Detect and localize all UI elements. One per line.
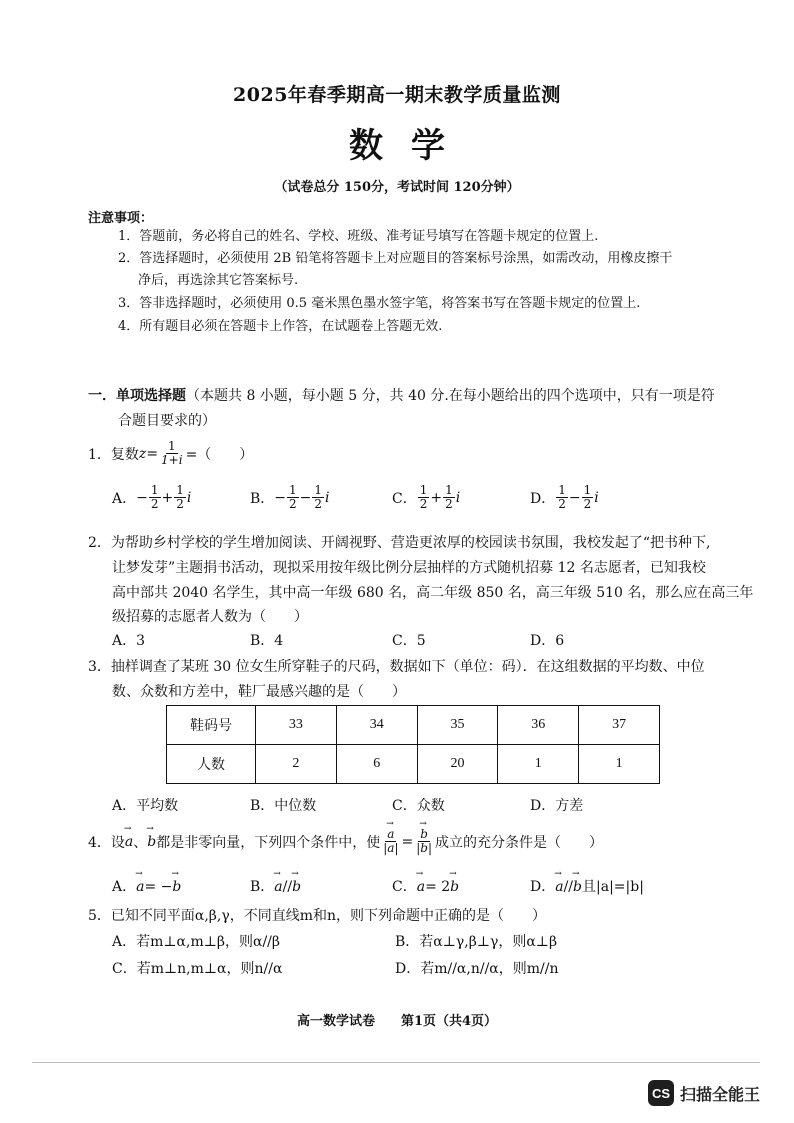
q4-frac-a bbox=[381, 828, 400, 855]
notice-item: 净后，再选涂其它答案标号. bbox=[138, 273, 299, 288]
option-label: B． bbox=[250, 490, 275, 507]
option-op: − bbox=[299, 489, 312, 506]
q4-suffix: 成立的充分条件是（ ） bbox=[435, 834, 604, 851]
camscanner-logo-icon: CS bbox=[648, 1080, 674, 1106]
option-tail: i bbox=[594, 489, 599, 506]
option-frac bbox=[287, 484, 299, 511]
option-label: C． bbox=[392, 490, 417, 507]
option-frac bbox=[556, 484, 568, 511]
table-cell: 36 bbox=[498, 706, 579, 745]
q4-option-c bbox=[392, 876, 459, 896]
q2-line: 级招募的志愿者人数为（ ） bbox=[112, 609, 308, 625]
option-tail: i bbox=[455, 489, 461, 506]
q4-mid: 都是非零向量，下列四个条件中，使 bbox=[156, 834, 381, 851]
option-op: + bbox=[161, 489, 174, 506]
table-cell: 1 bbox=[498, 745, 579, 784]
q2-line: 高中部共 2040 名学生，其中高一年级 680 名，高二年级 850 名，高三年级 510 名，那么应在高三年 bbox=[112, 585, 754, 601]
notice-item: 2．答选择题时，必须使用 2B 铅笔将答题卡上对应题目的答案标号涂黑，如需改动，用橡皮擦干 bbox=[118, 251, 673, 266]
subject-heading: 数学 bbox=[349, 126, 473, 166]
q2-option-c: C．5 bbox=[392, 633, 426, 649]
q1-option-a bbox=[112, 484, 191, 511]
q1-option-d bbox=[530, 484, 599, 511]
table-cell: 6 bbox=[336, 745, 417, 784]
q4-frac-a-num: → a bbox=[387, 828, 394, 841]
q3-line: 数、众数和方差中，鞋厂最感兴趣的是（ ） bbox=[112, 684, 406, 700]
frac-num: 1 bbox=[176, 483, 184, 497]
q2-option-a: A．3 bbox=[112, 633, 146, 649]
vec-b: → b bbox=[573, 879, 582, 895]
q1-fraction bbox=[159, 440, 185, 467]
option-op: // bbox=[282, 879, 293, 895]
frac-num: 1 bbox=[445, 483, 453, 497]
brand-name: 扫描全能王 bbox=[680, 1086, 761, 1104]
notice-heading: 注意事项： bbox=[88, 211, 154, 226]
frac-den: 2 bbox=[558, 497, 566, 511]
q4-option-d bbox=[530, 876, 644, 896]
section-desc-cont: 合题目要求的） bbox=[118, 413, 216, 429]
table-cell: 2 bbox=[256, 745, 337, 784]
q1-option-c bbox=[392, 484, 460, 511]
q5-option-b: B．若α⊥γ,β⊥γ，则α⊥β bbox=[395, 934, 558, 950]
option-tail: i bbox=[325, 489, 330, 506]
frac-den: 2 bbox=[176, 497, 184, 511]
q2-line: 2．为帮助乡村学校的学生增加阅读、开阔视野、营造更浓厚的校园读书氛围，我校发起了“把书种下, bbox=[88, 535, 711, 551]
option-sign: − bbox=[136, 489, 148, 506]
q4-frac-a-den: |a| bbox=[383, 841, 399, 855]
frac-num: 1 bbox=[419, 483, 428, 497]
vec-b: → b bbox=[172, 879, 181, 895]
option-sign: − bbox=[274, 489, 287, 506]
vec-b: → b bbox=[292, 879, 301, 895]
table-row bbox=[167, 706, 660, 745]
option-tail: i bbox=[186, 489, 192, 506]
q1-num: 1 bbox=[167, 439, 176, 453]
frac-num: 1 bbox=[583, 483, 592, 497]
q1-var: z bbox=[138, 445, 147, 462]
table-cell: 20 bbox=[417, 745, 498, 784]
q4-frac-b-num: → b bbox=[420, 828, 428, 841]
table-row bbox=[167, 745, 660, 784]
frac-den: 2 bbox=[289, 497, 297, 511]
vec-a: → a bbox=[555, 879, 563, 895]
q3-option-d: D．方差 bbox=[530, 798, 584, 814]
q4-prefix: 4．设 bbox=[88, 834, 125, 851]
q4-sep: 、 bbox=[133, 834, 148, 851]
q1-den: 1+i bbox=[161, 453, 183, 467]
q5-option-c: C．若m⊥n,m⊥α，则n//α bbox=[112, 961, 283, 977]
vec-b: → b bbox=[450, 879, 459, 895]
table-cell: 37 bbox=[579, 706, 660, 745]
q1-prefix: 1．复数 bbox=[88, 446, 139, 463]
notice-item: 4．所有题目必须在答题卡上作答，在试题卷上答题无效. bbox=[118, 319, 443, 334]
q3-option-a: A．平均数 bbox=[112, 798, 179, 814]
exam-info: （试卷总分 150分，考试时间 120分钟） bbox=[274, 180, 520, 195]
vec-a: → a bbox=[417, 879, 425, 895]
frac-den: 2 bbox=[445, 497, 453, 511]
bottom-rule bbox=[32, 1062, 760, 1063]
section-desc: （本题共 8 小题，每小题 5 分，共 40 分.在每小题给出的四个选项中，只有一项是符 bbox=[186, 388, 715, 404]
q4-option-a bbox=[112, 876, 181, 896]
q3-option-c: C．众数 bbox=[392, 798, 445, 814]
table-cell: 鞋码号 bbox=[167, 706, 256, 745]
q4-vec-a: → a bbox=[125, 834, 133, 850]
q1-option-b bbox=[250, 484, 330, 511]
notice-item: 1．答题前，务必将自己的姓名、学校、班级、准考证号填写在答题卡规定的位置上. bbox=[118, 229, 599, 244]
table-cell: 34 bbox=[336, 706, 417, 745]
option-frac bbox=[443, 484, 455, 511]
frac-den: 2 bbox=[419, 497, 428, 511]
q4-vec-b: → b bbox=[147, 834, 156, 850]
option-frac bbox=[149, 484, 161, 511]
q3-option-b: B．中位数 bbox=[250, 798, 317, 814]
q1-suffix: =（ ） bbox=[185, 446, 254, 463]
frac-den: 2 bbox=[583, 497, 592, 511]
notice-item: 3．答非选择题时，必须使用 0.5 毫米黑色墨水签字笔，将答案书写在答题卡规定的位置上. bbox=[118, 296, 641, 311]
option-frac bbox=[312, 484, 324, 511]
frac-den: 2 bbox=[150, 497, 159, 511]
q4-eq: = bbox=[401, 833, 414, 850]
section-heading bbox=[88, 385, 715, 405]
frac-num: 1 bbox=[558, 483, 566, 497]
section-label: 一．单项选择题 bbox=[88, 388, 186, 404]
option-label: A． bbox=[112, 879, 137, 895]
option-op: // bbox=[563, 879, 574, 895]
scanner-watermark bbox=[648, 1080, 760, 1106]
option-label: A． bbox=[112, 490, 137, 507]
q2-option-d: D．6 bbox=[530, 633, 565, 649]
q4-frac-b-den: |b| bbox=[416, 841, 433, 855]
option-label: C． bbox=[392, 879, 417, 895]
q2-option-b: B．4 bbox=[250, 633, 284, 649]
option-frac bbox=[174, 484, 186, 511]
option-label: D． bbox=[530, 879, 556, 895]
option-op: + bbox=[430, 489, 443, 506]
q5-line: 5．已知不同平面α,β,γ，不同直线m和n，则下列命题中正确的是（ ） bbox=[88, 908, 547, 924]
option-frac bbox=[418, 484, 430, 511]
question-1 bbox=[88, 440, 253, 467]
exam-title: 2025年春季期高一期末教学质量监测 bbox=[233, 84, 561, 106]
option-frac bbox=[582, 484, 594, 511]
frac-num: 1 bbox=[150, 483, 159, 497]
q5-option-a: A．若m⊥α,m⊥β，则α//β bbox=[112, 934, 280, 950]
page-footer: 高一数学试卷 第1页（共4页） bbox=[296, 1014, 498, 1029]
frac-num: 1 bbox=[314, 483, 323, 497]
frac-den: 2 bbox=[314, 497, 323, 511]
vec-a: → a bbox=[274, 879, 282, 895]
table-cell: 35 bbox=[417, 706, 498, 745]
option-label: D． bbox=[530, 490, 556, 507]
frac-num: 1 bbox=[289, 483, 297, 497]
table-cell: 1 bbox=[579, 745, 660, 784]
option-tail: 且|a|=|b| bbox=[582, 879, 644, 895]
option-op: − bbox=[568, 489, 581, 506]
q1-eq: = bbox=[146, 445, 159, 462]
q4-frac-b bbox=[414, 828, 434, 855]
table-cell: 33 bbox=[256, 706, 337, 745]
q4-option-b bbox=[250, 876, 301, 896]
q5-option-d: D．若m//α,n//α，则m//n bbox=[395, 961, 559, 977]
shoe-size-table bbox=[166, 705, 660, 784]
question-4 bbox=[88, 828, 603, 855]
option-op: = 2 bbox=[425, 879, 451, 895]
option-label: B． bbox=[250, 879, 275, 895]
option-op: = − bbox=[144, 879, 173, 895]
table-cell: 人数 bbox=[167, 745, 256, 784]
q3-line: 3．抽样调查了某班 30 位女生所穿鞋子的尺码，数据如下（单位：码）．在这组数据的平均数、中位 bbox=[88, 659, 705, 675]
q2-line: 让梦发芽”主题捐书活动，现拟采用按年级比例分层抽样的方式随机招募 12 名志愿者，已知我校 bbox=[112, 560, 706, 576]
vec-a: → a bbox=[136, 879, 144, 895]
